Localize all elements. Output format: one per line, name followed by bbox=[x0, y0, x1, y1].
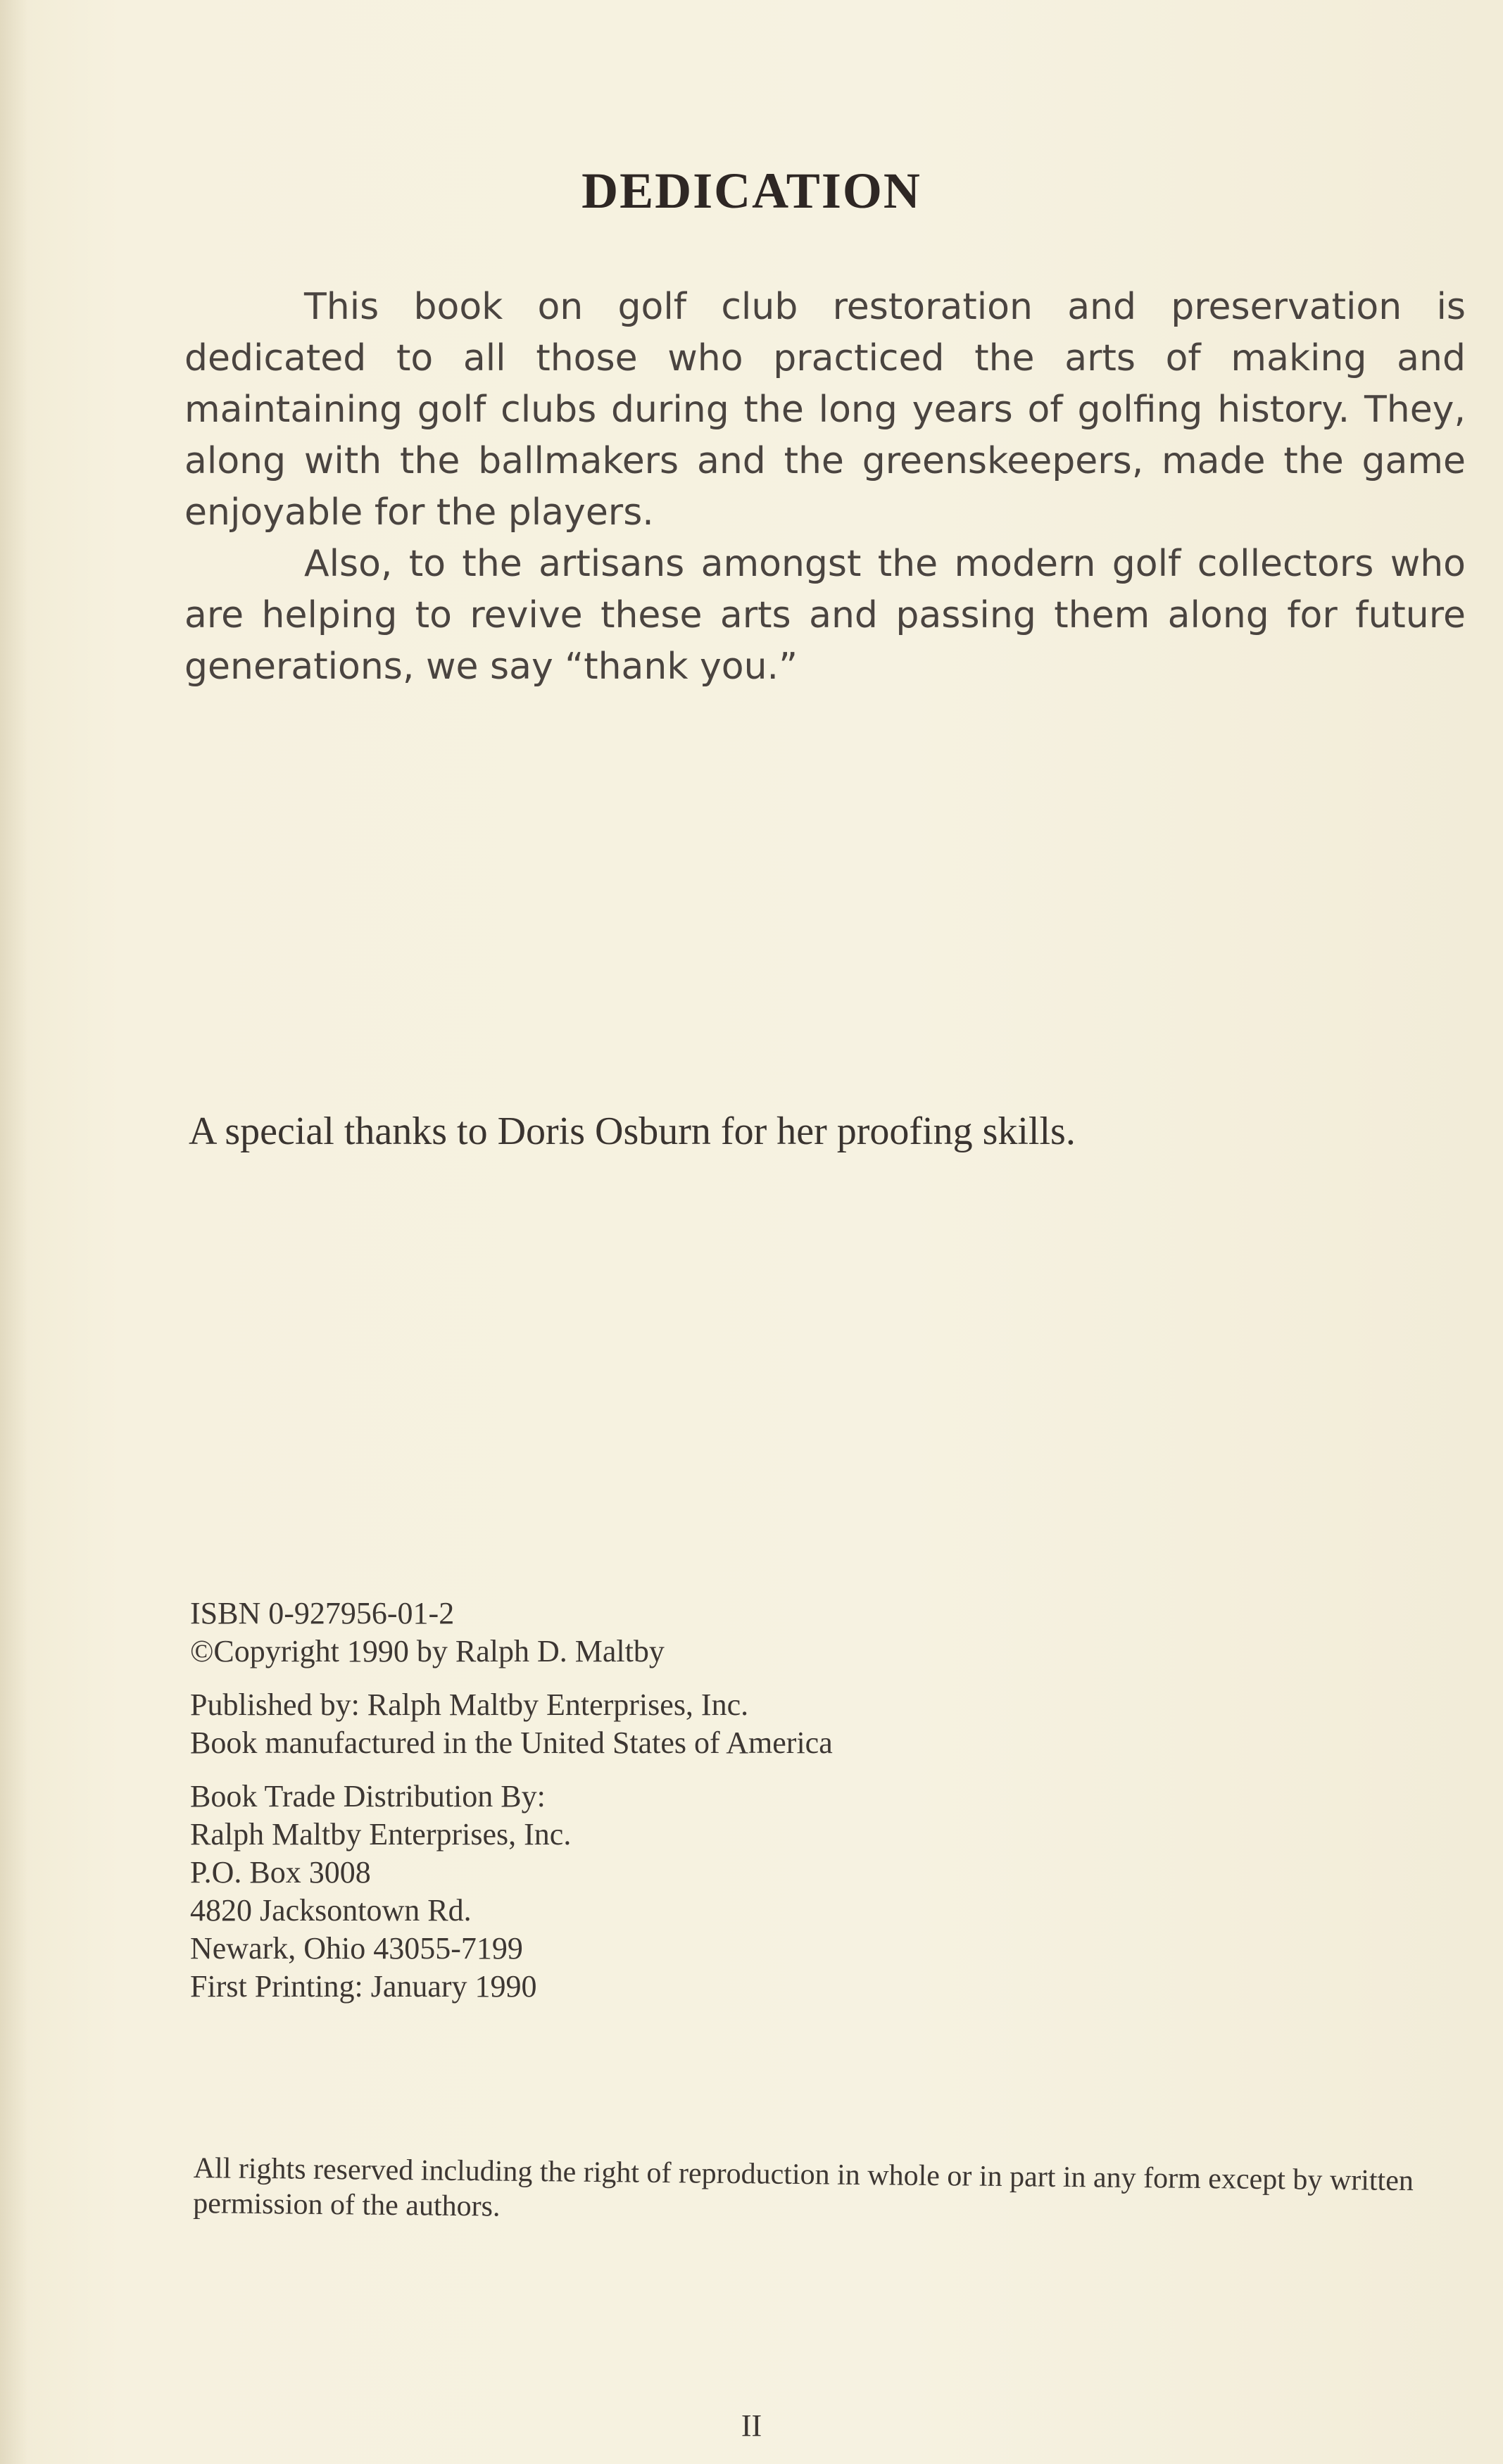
distributor-name: Ralph Maltby Enterprises, Inc. bbox=[190, 1817, 572, 1852]
dedication-text bbox=[184, 282, 1466, 693]
dedication-paragraph-1: This book on golf club restoration and preservation is dedicated to all those who practiced the arts of making and maintaining golf clubs during the long years of golfing history. They, along with the ballmakers and the greenskeepers, made the game enjoyable for the players. bbox=[184, 286, 1466, 534]
distribution-block bbox=[190, 1778, 833, 2006]
dedication-paragraph-2: Also, to the artisans amongst the modern golf collectors who are helping to revive these arts and passing them along for future generations, we say “thank you.” bbox=[184, 543, 1466, 688]
special-thanks: A special thanks to Doris Osburn for her proofing skills. bbox=[189, 1110, 1076, 1153]
isbn-block bbox=[190, 1595, 833, 1671]
page-number: II bbox=[741, 2408, 762, 2443]
isbn: ISBN 0-927956-01-2 bbox=[190, 1596, 455, 1630]
city-address: Newark, Ohio 43055-7199 bbox=[190, 1931, 523, 1966]
copyright: ©Copyright 1990 by Ralph D. Maltby bbox=[190, 1634, 665, 1668]
page-title: DEDICATION bbox=[581, 163, 922, 219]
published-by: Published by: Ralph Maltby Enterprises, Inc. bbox=[190, 1687, 749, 1722]
imprint-block bbox=[190, 1595, 833, 2021]
gutter-shadow bbox=[0, 0, 28, 2464]
po-box: P.O. Box 3008 bbox=[190, 1855, 371, 1890]
street-address: 4820 Jacksontown Rd. bbox=[190, 1893, 472, 1928]
manufactured-in: Book manufactured in the United States of America bbox=[190, 1726, 833, 1760]
rights-notice: All rights reserved including the right of reproduction in whole or in part in any form except by written permission of the authors. bbox=[192, 2152, 1414, 2223]
distribution-heading: Book Trade Distribution By: bbox=[190, 1779, 546, 1814]
first-printing: First Printing: January 1990 bbox=[190, 1969, 537, 2004]
publisher-block bbox=[190, 1686, 833, 1762]
